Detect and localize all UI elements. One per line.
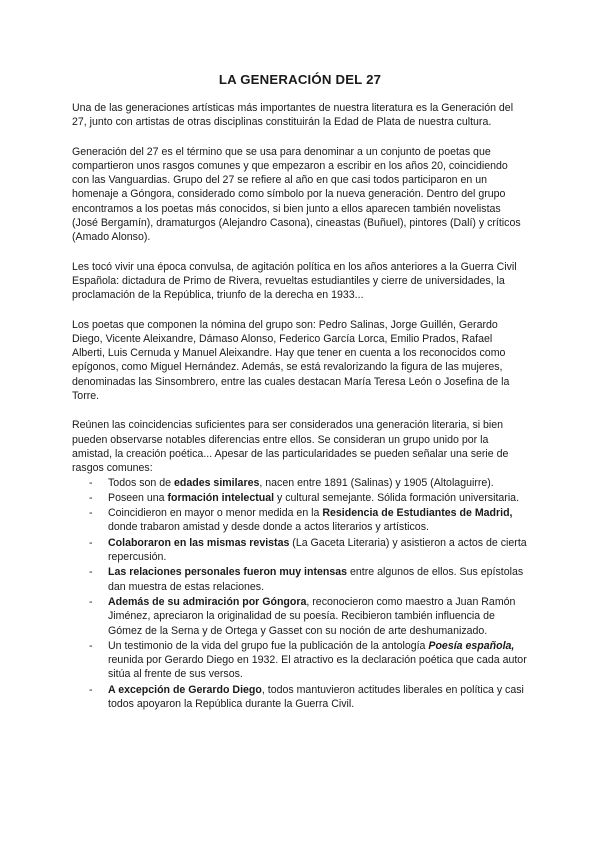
common-traits-list xyxy=(72,476,527,712)
list-item: - Poseen una formación intelectual y cultural semejante. Sólida formación universitaria. xyxy=(72,491,527,505)
list-item: - A excepción de Gerardo Diego, todos mantuvieron actitudes liberales en política y casi todos apoyaron la República durante la Guerra Civil. xyxy=(72,683,527,712)
list-item: - Coincidieron en mayor o menor medida en la Residencia de Estudiantes de Madrid, donde trabaron amistad y desde donde a actos literarios y artísticos. xyxy=(72,506,527,535)
document-body xyxy=(72,101,527,712)
list-item: - Todos son de edades similares, nacen entre 1891 (Salinas) y 1905 (Altolaguirre). xyxy=(72,476,527,490)
list-item: - Un testimonio de la vida del grupo fue la publicación de la antología Poesía española, reunida por Gerardo Diego en 1932. El atractivo es la declaración poética que cada autor sitúa al frente de sus versos. xyxy=(72,639,527,682)
paragraph-poets-list: Los poetas que componen la nómina del grupo son: Pedro Salinas, Jorge Guillén, Gerardo Diego, Vicente Aleixandre, Dámaso Alonso, Federico García Lorca, Emilio Prados, Rafael Alberti, Luis Cernuda y Manuel Aleixandre. Hay que tener en cuenta a los reconocidos como epígonos, como Miguel Hernández. Además, se está revalorizando la figura de las mujeres, denominadas las Sinsombrero, entre las cuales destacan María Teresa León o Josefina de la Torre. xyxy=(72,318,510,403)
paragraph-intro: Una de las generaciones artísticas más importantes de nuestra literatura es la Generación del 27, junto con artistas de otras disciplinas constituirán la Edad de Plata de nuestra cultura. xyxy=(72,102,514,129)
list-item: - Colaboraron en las mismas revistas (La Gaceta Literaria) y asistieron a actos de cierta repercusión. xyxy=(72,536,527,565)
page-title: LA GENERACIÓN DEL 27 xyxy=(218,72,382,87)
list-item: - Las relaciones personales fueron muy intensas entre algunos de ellos. Sus epístolas dan muestra de estas relaciones. xyxy=(72,565,527,594)
paragraph-historical-context: Les tocó vivir una época convulsa, de agitación política en los años anteriores a la Guerra Civil Española: dictadura de Primo de Rivera, revueltas estudiantiles y cierre de universidades, la proclamación de la República, triunfo de la derecha en 1933... xyxy=(72,260,517,302)
paragraph-common-traits-intro: Reúnen las coincidencias suficientes para ser considerados una generación literaria, si bien pueden observarse notables diferencias entre ellos. Se consideran un grupo unido por la amistad, la creación poética... Apesar de las particularidades se pueden señalar una serie de rasgos comunes: xyxy=(72,419,509,475)
list-item: - Además de su admiración por Góngora, reconocieron como maestro a Juan Ramón Jiménez, apreciaron la originalidad de su poesía. Recibieron también influencia de Gómez de la Serna y de Ortega y Gasset con su noción de arte deshumanizado. xyxy=(72,595,527,638)
paragraph-definition: Generación del 27 es el término que se usa para denominar a un conjunto de poetas que compartieron unos rasgos comunes y que empezaron a escribir en los años 20, coincidiendo con las Vanguardias. Grupo del 27 se refiere al año en que casi todos participaron en un homenaje a Góngora, considerado como símbolo por la nueva generación. Dentro del grupo encontramos a los poetas más conocidos, si bien junto a ellos aparecen también novelistas (José Bergamín), dramaturgos (Alejandro Casona), cineastas (Buñuel), pintores (Dalí) y críticos (Amado Alonso). xyxy=(72,145,521,244)
